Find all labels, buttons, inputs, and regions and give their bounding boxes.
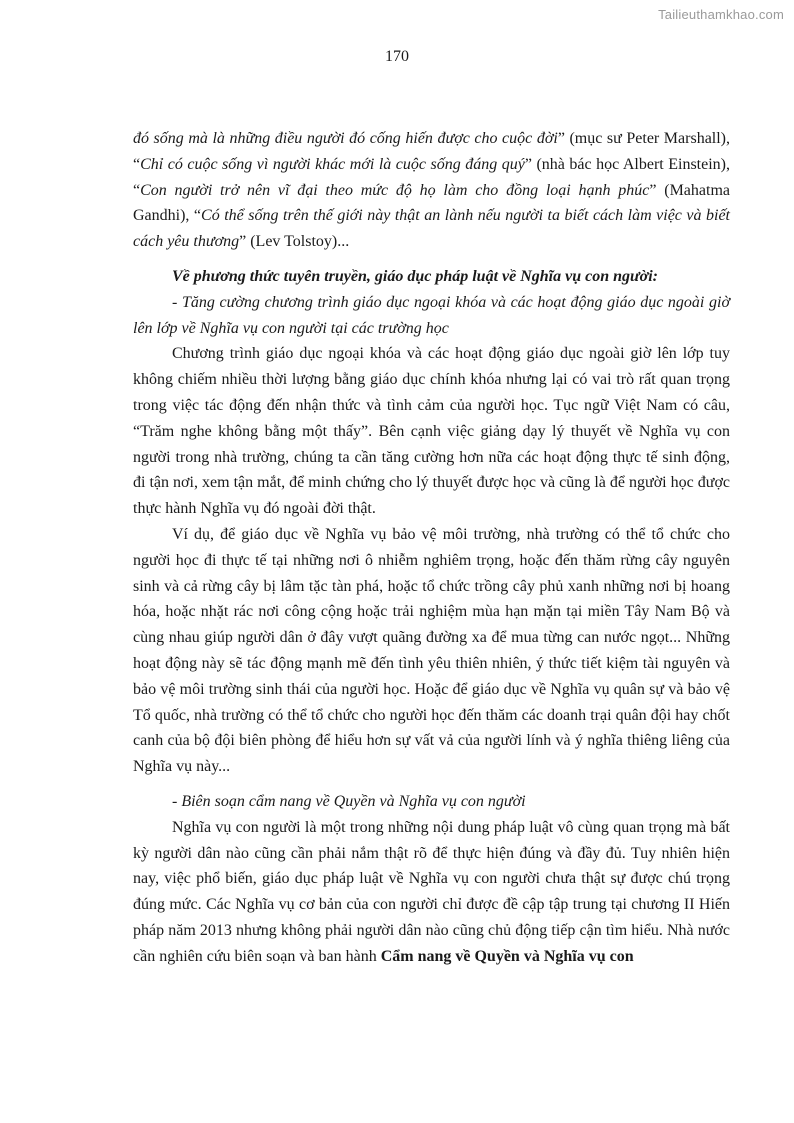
- quotes-paragraph: [133, 126, 730, 255]
- section-heading: Về phương thức tuyên truyền, giáo dục pháp luật về Nghĩa vụ con người:: [172, 267, 658, 285]
- subheading-extracurricular-text: - Tăng cường chương trình giáo dục ngoại khóa và các hoạt động giáo dục ngoài giờ lên lớp về Nghĩa vụ con người tại các trường học: [133, 293, 730, 337]
- paragraph-handbook: [133, 815, 730, 970]
- quote-source-marshall: ” (mục sư Peter Marshall), “: [133, 130, 731, 173]
- handbook-title: Cẩm nang về Quyền và Nghĩa vụ con: [380, 947, 634, 965]
- subheading-handbook-text: - Biên soạn cẩm nang về Quyền và Nghĩa vụ con người: [172, 792, 526, 810]
- paragraph-handbook-text: Nghĩa vụ con người là một trong những nội dung pháp luật vô cùng quan trọng mà bất kỳ người dân nào cũng cần phải nắm thật rõ để thực hiện đúng và đầy đủ. Tuy nhiên hiện nay, việc phổ biến, giáo dục pháp luật về Nghĩa vụ con người chưa thật sự được chú trọng đúng mức. Các Nghĩa vụ cơ bản của con người chỉ được đề cập tập trung tại chương II Hiến pháp năm 2013 nhưng không phải người dân nào cũng chủ động tiếp cận tìm hiểu. Nhà nước cần nghiên cứu biên soạn và ban hành: [133, 818, 730, 965]
- page-number: 170: [385, 48, 409, 65]
- quote-source-einstein: ” (nhà bác học Albert Einstein), “: [133, 155, 731, 199]
- quote-tolstoy: Có thể sống trên thế giới này thật an lành nếu người ta biết cách làm việc và biết cách yêu thương: [133, 207, 731, 251]
- subheading-handbook: [133, 789, 730, 815]
- quote-marshall: đó sống mà là những điều người đó cống hiến được cho cuộc đời: [133, 130, 558, 147]
- subheading-extracurricular: [133, 290, 730, 342]
- paragraph-extracurricular: Chương trình giáo dục ngoại khóa và các hoạt động giáo dục ngoài giờ lên lớp tuy không chiếm nhiều thời lượng bằng giáo dục chính khóa nhưng lại có vai trò rất quan trọng trong việc tác động đến nhận thức và tình cảm của người học. Tục ngữ Việt Nam có câu, “Trăm nghe không bằng một thấy”. Bên cạnh việc giảng dạy lý thuyết về Nghĩa vụ con người trong nhà trường, chúng ta cần tăng cường hơn nữa các hoạt động thực tế sinh động, đi tận nơi, xem tận mắt, để minh chứng cho lý thuyết được học và cũng là để người học được thực hành Nghĩa vụ đó ngoài đời thật.: [133, 345, 730, 518]
- watermark: Tailieuthamkhao.com: [658, 7, 784, 22]
- quote-einstein: Chỉ có cuộc sống vì người khác mới là cuộc sống đáng quý: [140, 155, 525, 173]
- quote-gandhi: Con người trở nên vĩ đại theo mức độ họ làm cho đồng loại hạnh phúc: [140, 181, 650, 199]
- paragraph-example: Ví dụ, để giáo dục về Nghĩa vụ bảo vệ môi trường, nhà trường có thể tổ chức cho người học đi thực tế tại những nơi ô nhiễm nghiêm trọng, hoặc đến thăm rừng cây nguyên sinh và cả rừng cây bị lâm tặc tàn phá, hoặc tổ chức trồng cây phủ xanh những nơi bị hoang hóa, hoặc nhặt rác nơi công cộng hoặc trải nghiệm mùa hạn mặn tại miền Tây Nam Bộ và cùng nhau giúp người dân ở đây vượt quãng đường xa để mua từng can nước ngọt... Những hoạt động này sẽ tác động mạnh mẽ đến tình yêu thiên nhiên, ý thức tiết kiệm tài nguyên và bảo vệ môi trường sinh thái của người học. Hoặc để giáo dục về Nghĩa vụ quân sự và bảo vệ Tổ quốc, nhà trường có thể tổ chức cho người học đến thăm các doanh trại quân đội hay chốt canh của bộ đội biên phòng để hiểu hơn sự vất vả của người lính và ý nghĩa thiêng liêng của Nghĩa vụ này...: [133, 525, 730, 776]
- quote-source-tolstoy: ” (Lev Tolstoy)...: [239, 233, 350, 251]
- page-body: [133, 126, 730, 970]
- quote-source-gandhi: ” (Mahatma Gandhi), “: [133, 181, 730, 225]
